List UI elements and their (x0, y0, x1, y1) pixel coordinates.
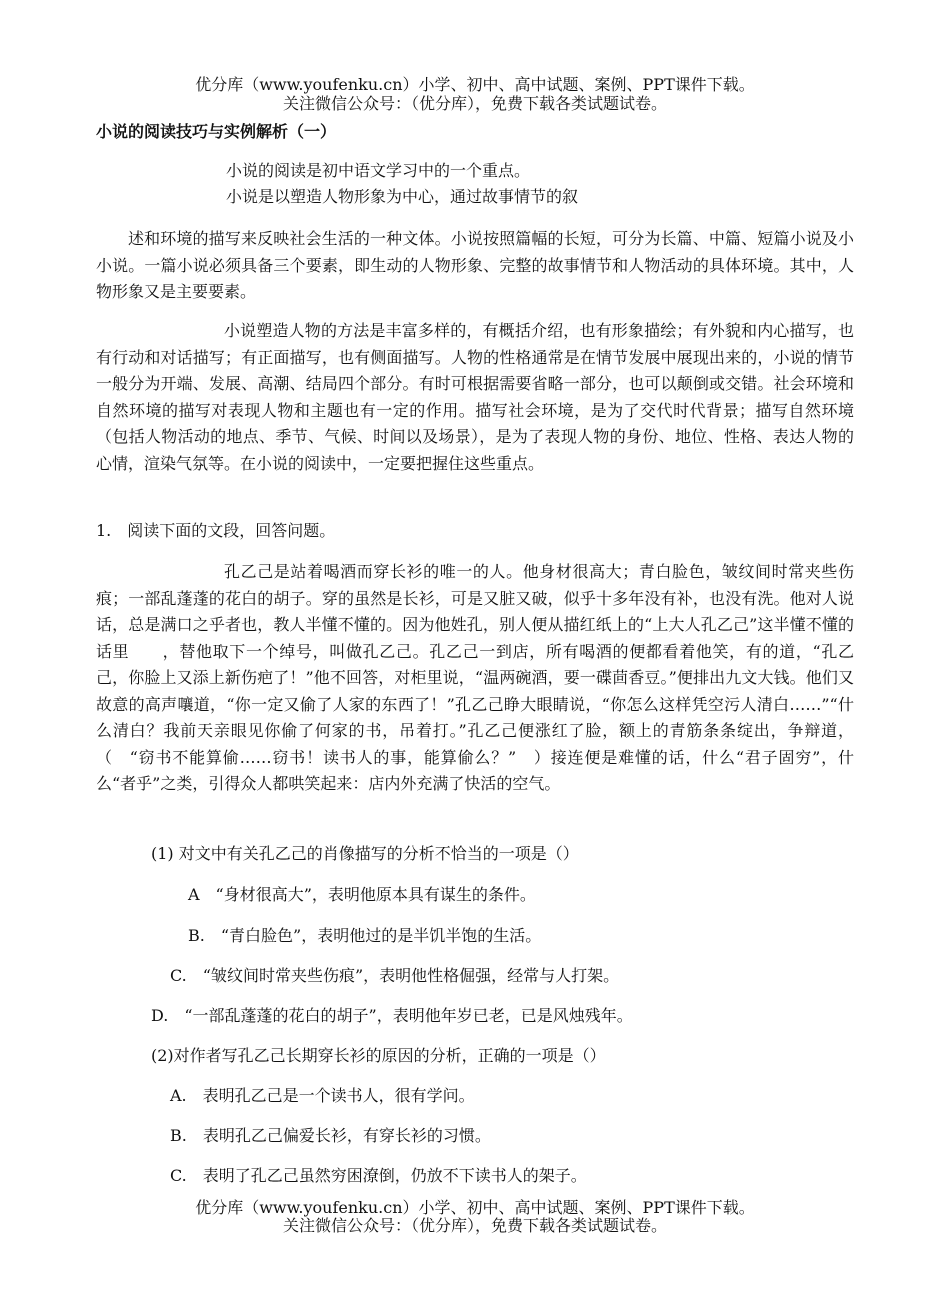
sub-question-2-option-a: A. 表明孔乙己是一个读书人，很有学问。 (170, 1086, 475, 1105)
question-1-passage: 孔乙己是站着喝酒而穿长衫的唯一的人。他身材很高大；青白脸色，皱纹间时常夹些伤痕；一部乱蓬蓬的花白的胡子。穿的虽然是长衫，可是又脏又破，似乎十多年没有补，也没有洗。他对人说话，总是满口之乎者也，教人半懂不懂的。因为他姓孔，别人便从描红纸上的“上大人孔乙己”这半懂不懂的话里 ，替他取下一个绰号，叫做孔乙己。孔乙己一到店，所有喝酒的便都看着他笑，有的道，“孔乙己，你脸上又添上新伤疤了！”他不回答，对柜里说，“温两碗酒，要一碟茴香豆。”便排出九文大钱。他们又故意的高声嚷道，“你一定又偷了人家的东西了！”孔乙己睁大眼睛说，“你怎么这样凭空污人清白……”“什么清白？我前天亲眼见你偷了何家的书，吊着打。”孔乙己便涨红了脸，额上的青筋条条绽出，争辩道，（ “窃书不能算偷……窃书！读书人的事，能算偷么？” ）接连便是难懂的话，什么“君子固穷”，什么“者乎”之类，引得众人都哄笑起来：店内外充满了快活的空气。 (96, 562, 854, 793)
sub-question-1-stem: (1) 对文中有关孔乙己的肖像描写的分析不恰当的一项是（） (151, 844, 579, 863)
question-1-prompt: 1. 阅读下面的文段，回答问题。 (96, 521, 336, 540)
intro-paragraph-2: 小说塑造人物的方法是丰富多样的，有概括介绍，也有形象描绘；有外貌和内心描写，也有行动和对话描写；有正面描写，也有侧面描写。人物的性格通常是在情节发展中展现出来的，小说的情节一般分为开端、发展、高潮、结局四个部分。有时可根据需要省略一部分，也可以颠倒或交错。社会环境和自然环境的描写对表现人物和主题也有一定的作用。描写社会环境，是为了交代时代背景；描写自然环境（包括人物活动的地点、季节、气候、时间以及场景），是为了表现人物的身份、地位、性格、表达人物的心情，渲染气氛等。在小说的阅读中，一定要把握住这些重点。 (96, 321, 854, 473)
header-line-2: 关注微信公众号：（优分库），免费下载各类试题试卷。 (282, 94, 667, 113)
sub-question-2-option-b: B. 表明孔乙己偏爱长衫，有穿长衫的习惯。 (170, 1126, 491, 1145)
sub-question-1-option-c: C. “皱纹间时常夹些伤痕”，表明他性格倔强，经常与人打架。 (170, 966, 620, 985)
footer-line-1: 优分库（www.youfenku.cn）小学、初中、高中试题、案例、PPT课件下载。 (195, 1198, 755, 1217)
footer-line-2: 关注微信公众号：（优分库），免费下载各类试题试卷。 (282, 1216, 667, 1235)
header-line-1: 优分库（www.youfenku.cn）小学、初中、高中试题、案例、PPT课件下载。 (195, 75, 755, 94)
intro-line-2: 小说是以塑造人物形象为中心，通过故事情节的叙 (226, 187, 579, 206)
intro-paragraph-1: 述和环境的描写来反映社会生活的一种文体。小说按照篇幅的长短，可分为长篇、中篇、短篇小说及小小说。一篇小说必须具备三个要素，即生动的人物形象、完整的故事情节和人物活动的具体环境。其中，人物形象又是主要要素。 (96, 229, 854, 301)
sub-question-2-option-c: C. 表明了孔乙己虽然穷困潦倒，仍放不下读书人的架子。 (170, 1166, 587, 1185)
page-title: 小说的阅读技巧与实例解析（一） (96, 122, 337, 141)
intro-line-1: 小说的阅读是初中语文学习中的一个重点。 (226, 161, 531, 180)
sub-question-2-stem: (2)对作者写孔乙己长期穿长衫的原因的分析，正确的一项是（） (151, 1046, 606, 1065)
sub-question-1-option-d: D. “一部乱蓬蓬的花白的胡子”，表明他年岁已老，已是风烛残年。 (151, 1006, 633, 1025)
sub-question-1-option-a: A “身材很高大”，表明他原本具有谋生的条件。 (188, 885, 536, 904)
sub-question-1-option-b: B. “青白脸色”，表明他过的是半饥半饱的生活。 (188, 926, 542, 945)
